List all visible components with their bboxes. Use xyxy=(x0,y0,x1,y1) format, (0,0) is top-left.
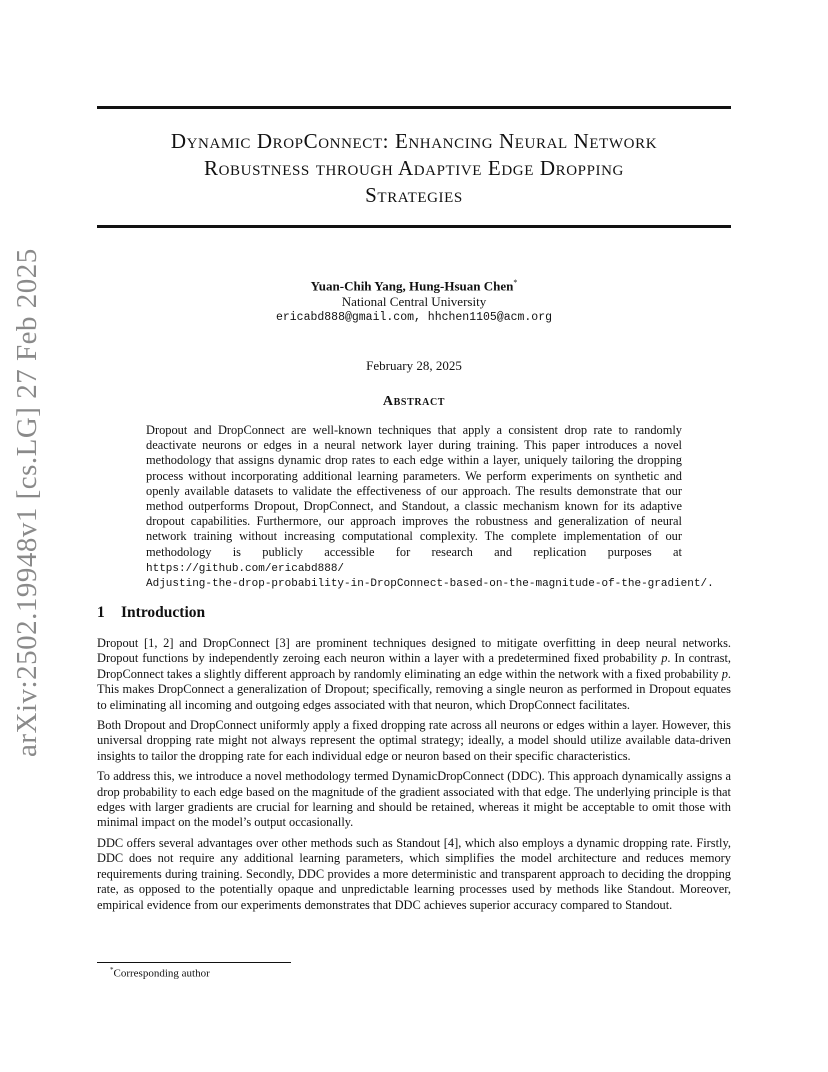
title-bottom-rule xyxy=(97,225,731,228)
footnote-mark: * xyxy=(110,966,114,974)
author-affiliation: National Central University xyxy=(341,294,487,310)
code-url-part-2[interactable]: Adjusting-the-drop-probability-in-DropConnect-based-on-the-magnitude-of-the-gradient/. xyxy=(146,578,714,591)
intro-paragraph-1 xyxy=(97,636,731,713)
title-top-rule xyxy=(97,106,731,109)
intro-p1-text-b: . In contrast, DropConnect takes a slightly different approach by randomly eliminating an edge within the network with a fixed probability xyxy=(97,651,732,681)
section-title: Introduction xyxy=(121,604,206,621)
intro-paragraph-3: To address this, we introduce a novel methodology termed DynamicDropConnect (DDC). This approach dynamically assigns a drop probability to each edge based on the magnitude of the gradient associated with that edge. The underlying principle is that edges with larger gradients are crucial for learning and should be retained, whereas it might be acceptable to omit those with minimal impact on the model’s output occasionally. xyxy=(97,769,731,830)
abstract-heading: Abstract xyxy=(382,394,446,409)
publication-date: February 28, 2025 xyxy=(366,358,462,373)
math-variable-p: p xyxy=(661,651,668,666)
author-names-text: Yuan-Chih Yang, Hung-Hsuan Chen xyxy=(310,278,514,294)
corresponding-author-mark: * xyxy=(513,278,518,287)
footnote-text: Corresponding author xyxy=(113,967,210,980)
title-line-2: Robustness through Adaptive Edge Dropping xyxy=(204,156,624,180)
math-variable-p: p xyxy=(721,666,728,681)
intro-p1-text-a: Dropout [1, 2] and DropConnect [3] are prominent techniques designed to mitigate overfitting in deep neural networks. Dropout functions by independently zeroing each neuron within a layer with a predetermined fixed probability xyxy=(97,636,731,666)
paper-title xyxy=(97,128,731,209)
footnote xyxy=(110,963,210,981)
section-heading-introduction xyxy=(97,604,731,622)
author-names xyxy=(97,275,731,294)
intro-paragraph-2: Both Dropout and DropConnect uniformly apply a fixed dropping rate across all neurons or edges within a layer. However, this universal dropping rate might not always represent the optimal strategy; ideally, a model should utilize available data-driven insights to tailor the dropping rate for each individual edge or neuron based on their specific characteristics. xyxy=(97,718,731,763)
abstract-text xyxy=(146,423,714,592)
section-number: 1 xyxy=(97,604,105,621)
intro-p1-text-c: . This makes DropConnect a generalization of Dropout; specifically, removing a single neuron as performed in Dropout equates to eliminating all incoming and outgoing edges associated with that neuron, which DropConnect facilitates. xyxy=(97,666,731,712)
author-block xyxy=(97,275,731,326)
title-line-1: Dynamic DropConnect: Enhancing Neural Network xyxy=(170,129,658,153)
introduction-body xyxy=(97,636,731,918)
author-emails: ericabd888@gmail.com, hhchen1105@acm.org xyxy=(275,311,553,325)
arxiv-identifier: arXiv:2502.19948v1 [cs.LG] 27 Feb 2025 xyxy=(11,248,43,757)
code-url-part-1[interactable]: https://github.com/ericabd888/ xyxy=(146,562,345,575)
abstract-body: Dropout and DropConnect are well-known techniques that apply a consistent drop rate to randomly deactivate neurons or edges in a neural network layer during training. This paper introduces a novel methodology that assigns dynamic drop rates to each edge within a layer, uniquely tailoring the dropping process without incorporating additional learning parameters. We perform experiments on synthetic and openly available datasets to validate the effectiveness of our approach. The results demonstrate that our method outperforms Dropout, DropConnect, and Standout, a classic mechanism known for its adaptive dropout capabilities. Furthermore, our approach improves the robustness and generalization of neural network training without increasing computational complexity. The complete implementation of our methodology is publicly accessible for research and replication purposes at xyxy=(146,423,682,559)
intro-paragraph-4: DDC offers several advantages over other methods such as Standout [4], which also employs a dynamic dropping rate. Firstly, DDC does not require any additional learning parameters, which simplifies the model architecture and reduces memory requirements during training. Secondly, DDC provides a more deterministic and transparent approach to deciding the dropping rate, as opposed to the potentially opaque and unpredictable learning processes used by methods like Standout. Moreover, empirical evidence from our experiments demonstrates that DDC achieves superior accuracy compared to Standout. xyxy=(97,835,731,912)
title-line-3: Strategies xyxy=(365,183,463,207)
